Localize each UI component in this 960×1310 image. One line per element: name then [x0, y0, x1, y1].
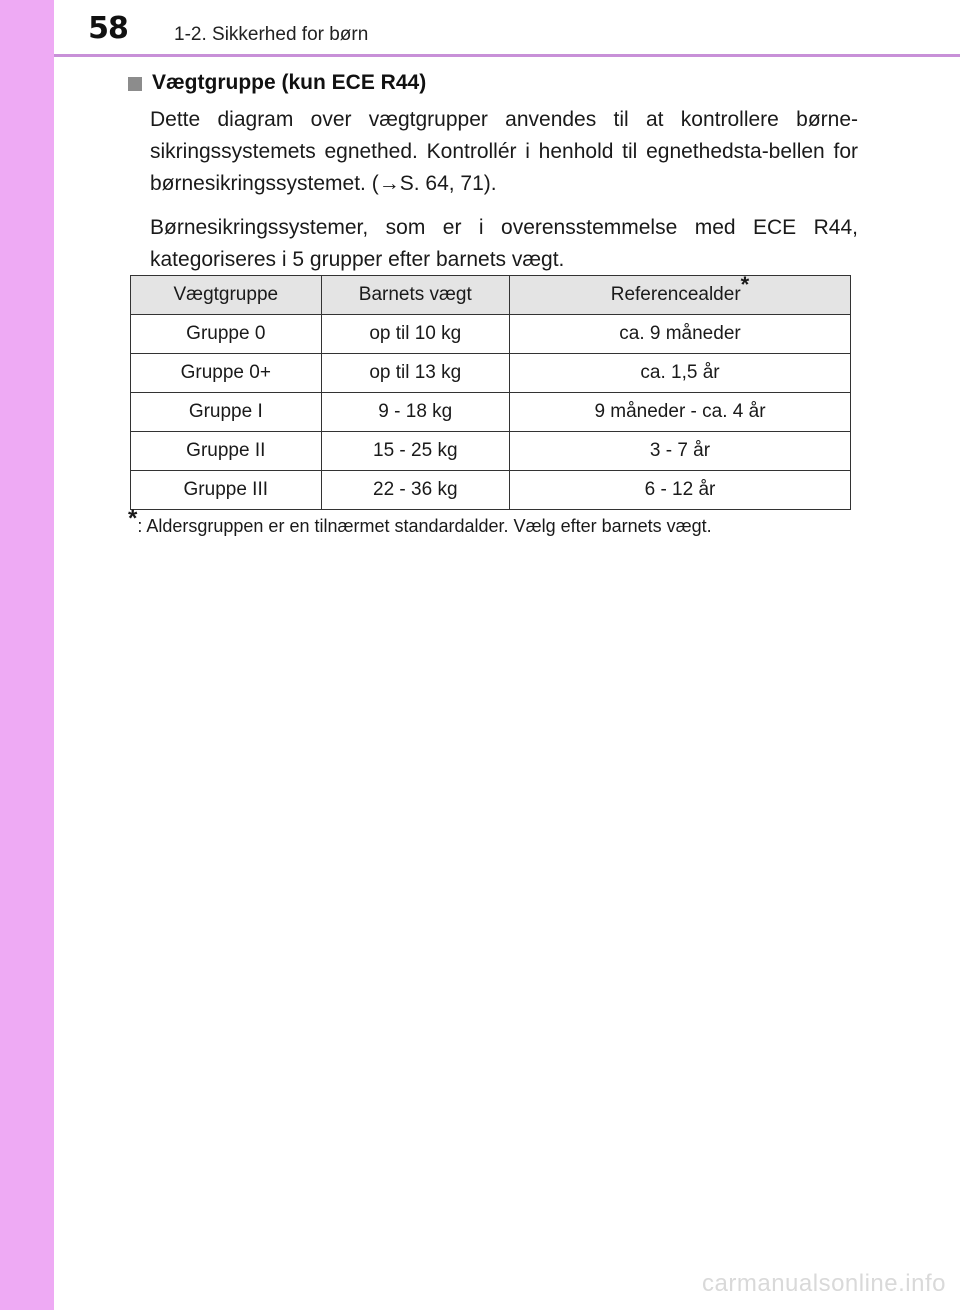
- cell-age: 6 - 12 år: [509, 471, 850, 510]
- cell-age: ca. 1,5 år: [509, 354, 850, 393]
- groups-paragraph: Børnesikringssystemer, som er i overensstemmelse med ECE R44, kategoriseres i 5 grupper efter barnets vægt.: [150, 216, 858, 271]
- cell-weight: op til 13 kg: [321, 354, 509, 393]
- weight-group-table: [130, 272, 851, 510]
- cell-weight: 15 - 25 kg: [321, 432, 509, 471]
- cell-group: Gruppe III: [131, 471, 322, 510]
- table-row: [131, 393, 851, 432]
- chapter-title: 1-2. Sikkerhed for børn: [174, 24, 369, 45]
- cell-weight: op til 10 kg: [321, 315, 509, 354]
- side-color-band: [0, 0, 54, 1310]
- footnote-marker: *: [128, 505, 138, 532]
- table-row: [131, 432, 851, 471]
- section-heading-text: Vægtgruppe (kun ECE R44): [152, 71, 427, 94]
- header-child-weight: Barnets vægt: [321, 276, 509, 315]
- header-reference-age: [509, 272, 850, 315]
- cell-age: ca. 9 måneder: [509, 315, 850, 354]
- table-header-row: [131, 276, 851, 315]
- table-row: [131, 471, 851, 510]
- cell-group: Gruppe 0+: [131, 354, 322, 393]
- cell-weight: 22 - 36 kg: [321, 471, 509, 510]
- header-divider: [54, 54, 960, 57]
- footnote: [128, 505, 712, 537]
- table-row: [131, 315, 851, 354]
- cell-group: Gruppe II: [131, 432, 322, 471]
- cell-group: Gruppe I: [131, 393, 322, 432]
- cell-age: 9 måneder - ca. 4 år: [509, 393, 850, 432]
- square-bullet-icon: [128, 77, 142, 91]
- cell-age: 3 - 7 år: [509, 432, 850, 471]
- table-row: [131, 354, 851, 393]
- section-heading: [128, 66, 858, 100]
- watermark: carmanualsonline.info: [702, 1270, 946, 1297]
- header-reference-age-text: Referencealder: [610, 284, 741, 305]
- cell-group: Gruppe 0: [131, 315, 322, 354]
- content-section: [128, 66, 858, 276]
- footnote-text: : Aldersgruppen er en tilnærmet standardalder. Vælg efter barnets vægt.: [137, 516, 712, 536]
- intro-paragraph: Dette diagram over vægtgrupper anvendes til at kontrollere børne-sikringssystemets egnethed. Kontrollér i henhold til egnethedsta-bellen for børnesikringssystemet. (→S. 64, 71).: [150, 108, 858, 195]
- page-number: 58: [88, 10, 128, 46]
- cell-weight: 9 - 18 kg: [321, 393, 509, 432]
- header-weight-group: Vægtgruppe: [131, 276, 322, 315]
- header-footnote-marker: *: [740, 272, 750, 297]
